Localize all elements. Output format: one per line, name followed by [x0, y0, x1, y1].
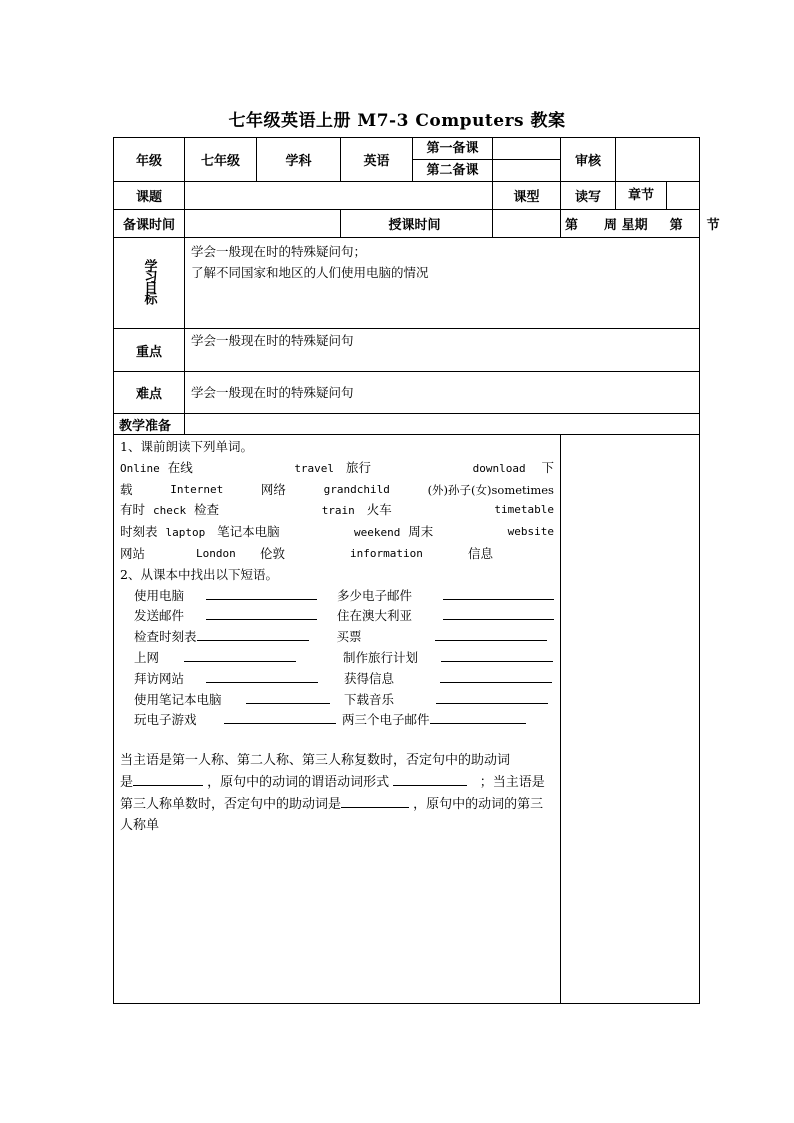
grade-value: 七年级 — [185, 138, 257, 182]
grammar-line-4: 人称单 — [120, 817, 160, 833]
word-row-3: 有时 check 检查 train 火车 timetable — [120, 502, 554, 518]
header-row-1 — [114, 138, 700, 182]
goals-row — [114, 238, 700, 329]
type-label: 课型 — [493, 182, 561, 210]
word-row-1: Online 在线 travel 旅行 download 下 — [120, 459, 554, 475]
word-row-2: 载 Internet 网络 grandchild (外)孙子(女)sometimes — [120, 481, 554, 497]
goals-label: 学习目标 — [141, 259, 157, 303]
prep-time-label: 备课时间 — [114, 210, 185, 238]
review-label: 审核 — [561, 138, 616, 182]
chapter-label: 章节 — [616, 182, 667, 209]
difficult-text: 学会一般现在时的特殊疑问句 — [185, 372, 700, 414]
prep-time-value — [185, 210, 341, 238]
header-row-2 — [114, 182, 700, 210]
grammar-line-2: 是 ，原句中的动词的谓语动词形式 ；当主语是 — [120, 772, 554, 794]
phrase-row-4: 上网 制作旅行计划 — [120, 648, 554, 669]
topic-value — [185, 182, 493, 210]
step-1: 1、课前朗读下列单词。 — [120, 439, 253, 454]
second-prep-value — [493, 160, 560, 181]
key-row — [114, 329, 700, 372]
content-side — [561, 435, 700, 1004]
type-value: 读写 — [561, 182, 616, 210]
chapter-value — [667, 182, 699, 209]
prep-value — [185, 414, 700, 435]
phrase-row-5: 拜访网站 获得信息 — [120, 669, 554, 690]
prep-value-cell — [493, 138, 561, 182]
step-2: 2、从课本中找出以下短语。 — [120, 566, 278, 582]
chapter-cell — [616, 182, 700, 210]
goals-line-2: 了解不同国家和地区的人们使用电脑的情况 — [191, 264, 429, 280]
subject-value: 英语 — [341, 138, 413, 182]
content-row — [114, 435, 700, 1004]
teach-time-value — [493, 210, 561, 238]
phrase-row-7: 玩电子游戏 两三个电子邮件 — [120, 710, 554, 731]
period-prefix: 第 — [669, 218, 683, 233]
key-label: 重点 — [114, 329, 185, 372]
teach-time-label: 授课时间 — [341, 210, 493, 238]
grammar-line-1: 当主语是第一人称、第二人称、第三人称复数时，否定句中的助动词 — [120, 753, 511, 769]
word-row-4: 时刻表 laptop 笔记本电脑 weekend 周末 website — [120, 524, 554, 540]
goals-line-1: 学会一般现在时的特殊疑问句； — [191, 244, 367, 259]
period-unit: 节 — [706, 218, 720, 233]
page-title: 七年级英语上册 M7-3 Computers 教案 — [228, 111, 566, 131]
word-row-5: 网站 London 伦敦 information 信息 — [120, 545, 494, 561]
schedule-cell — [561, 210, 720, 238]
subject-label: 学科 — [257, 138, 341, 182]
content-main — [114, 435, 561, 1004]
prep-cell — [413, 138, 493, 182]
grammar-line-3: 第三人称单数时，否定句中的助动词是 ，原句中的动词的第三 — [120, 794, 554, 816]
grade-label: 年级 — [114, 138, 185, 182]
phrase-row-2: 发送邮件 住在澳大利亚 — [120, 606, 554, 627]
lesson-plan-table — [113, 137, 720, 1004]
weekday-label: 星期 — [621, 218, 648, 233]
key-text: 学会一般现在时的特殊疑问句 — [185, 329, 700, 372]
phrase-row-1: 使用电脑 多少电子邮件 — [120, 586, 554, 607]
phrase-row-6: 使用笔记本电脑 下载音乐 — [120, 690, 554, 711]
goals-content — [185, 238, 700, 329]
week-unit: 周 — [604, 218, 618, 233]
header-row-3 — [114, 210, 700, 238]
second-prep-label: 第二备课 — [426, 163, 479, 178]
phrase-row-3: 检查时刻表 买票 — [120, 627, 554, 648]
first-prep-label: 第一备课 — [413, 138, 492, 160]
review-value — [616, 138, 700, 182]
topic-label: 课题 — [114, 182, 185, 210]
goals-label-cell — [114, 238, 185, 329]
prep-row — [114, 414, 700, 435]
first-prep-value — [493, 138, 560, 160]
difficult-row — [114, 372, 700, 414]
week-prefix: 第 — [565, 218, 579, 233]
difficult-label: 难点 — [114, 372, 185, 414]
prep-label: 教学准备 — [114, 414, 185, 435]
